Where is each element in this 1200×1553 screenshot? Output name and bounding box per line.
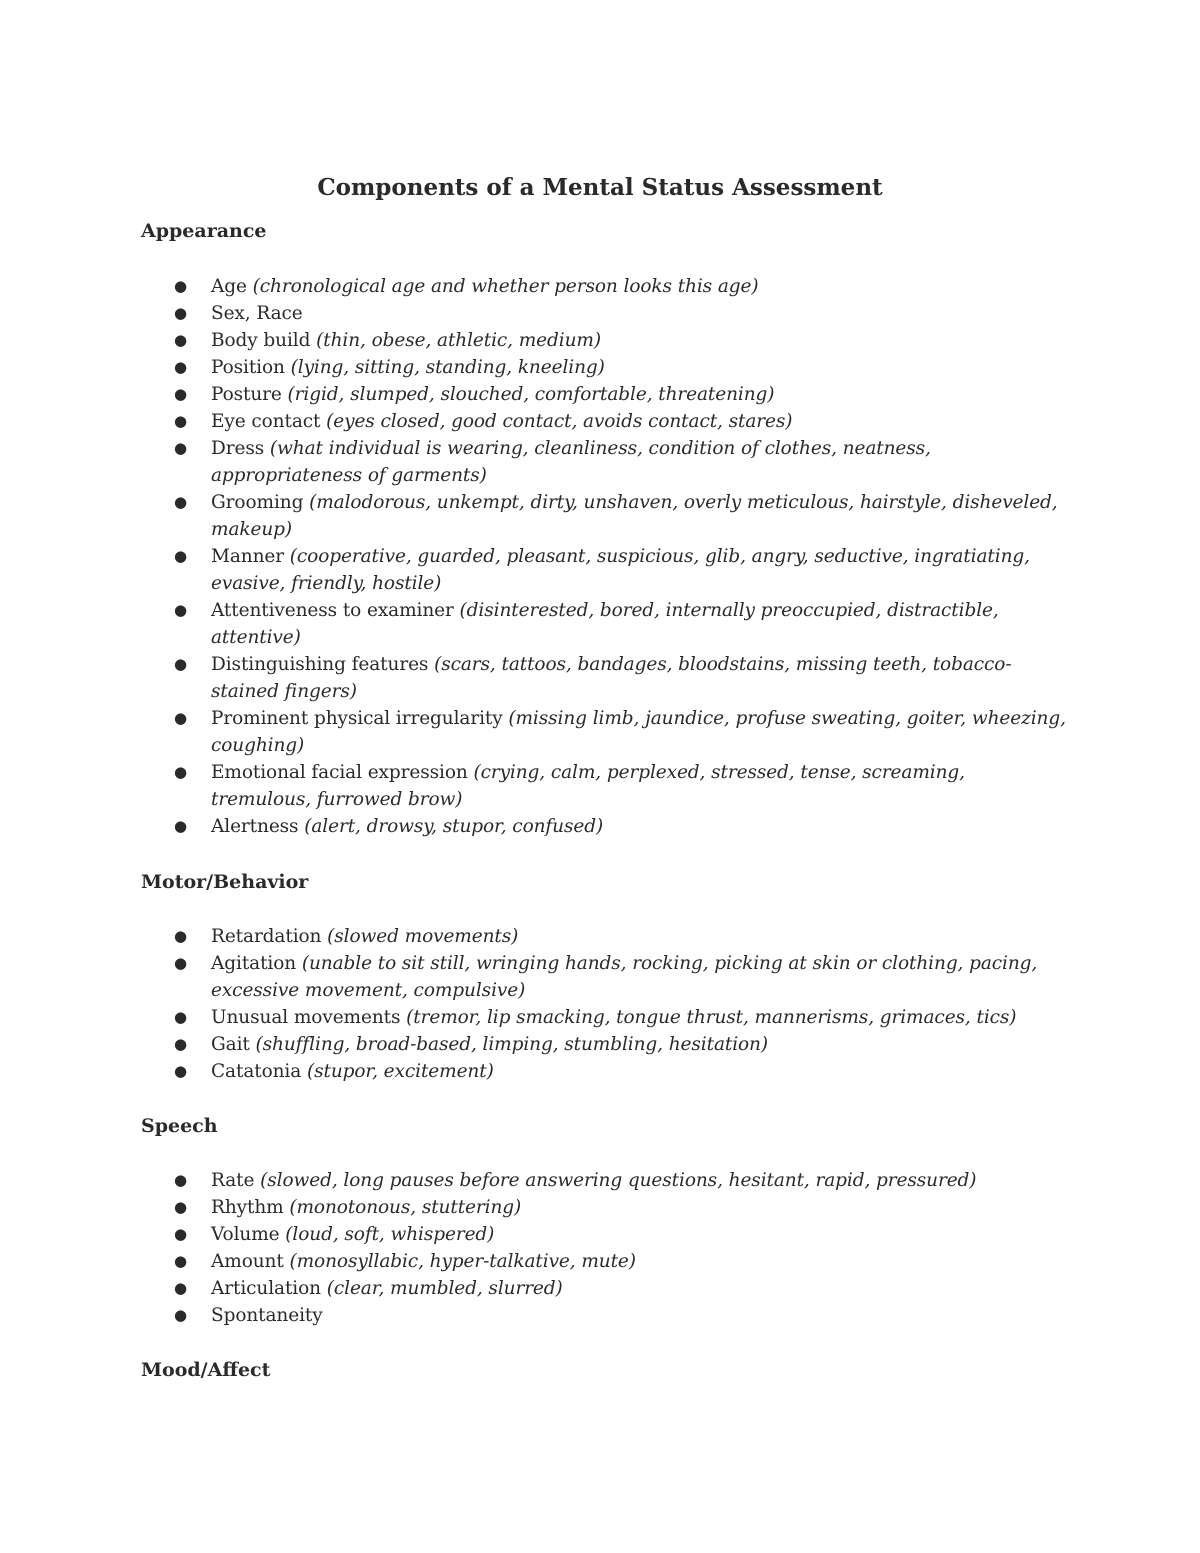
bullet-icon: ● bbox=[174, 358, 187, 376]
item-description: (cooperative, guarded, pleasant, suspicious, glib, angry, seductive, ingratiating, evasive, friendly, hostile) bbox=[211, 546, 1030, 594]
bullet-icon: ● bbox=[174, 439, 187, 457]
item-description: (rigid, slumped, slouched, comfortable, threatening) bbox=[281, 384, 775, 405]
item-term: Volume bbox=[211, 1224, 280, 1245]
bullet-icon: ● bbox=[174, 304, 187, 322]
list-item bbox=[0, 759, 1200, 813]
list-item bbox=[0, 705, 1200, 759]
item-description: (eyes closed, good contact, avoids contact, stares) bbox=[320, 411, 793, 432]
item-description: (lying, sitting, standing, kneeling) bbox=[284, 357, 605, 378]
item-description: (tremor, lip smacking, tongue thrust, mannerisms, grimaces, tics) bbox=[400, 1007, 1017, 1028]
list-item bbox=[0, 651, 1200, 705]
item-description: (scars, tattoos, bandages, bloodstains, missing teeth, tobacco-stained fingers) bbox=[211, 654, 1012, 702]
list-item bbox=[0, 1167, 1200, 1194]
item-term: Distinguishing features bbox=[211, 654, 429, 675]
item-description: (missing limb, jaundice, profuse sweating, goiter, wheezing, coughing) bbox=[211, 708, 1066, 756]
item-description: (thin, obese, athletic, medium) bbox=[310, 330, 601, 351]
list-item bbox=[0, 435, 1200, 489]
list-appearance bbox=[0, 273, 1200, 840]
section-heading-speech: Speech bbox=[141, 1115, 218, 1137]
bullet-icon: ● bbox=[174, 331, 187, 349]
bullet-icon: ● bbox=[174, 709, 187, 727]
item-term: Agitation bbox=[211, 953, 297, 974]
bullet-icon: ● bbox=[174, 277, 187, 295]
item-term: Attentiveness to examiner bbox=[211, 600, 454, 621]
section-heading-motor-behavior: Motor/Behavior bbox=[141, 871, 309, 893]
section-heading-appearance: Appearance bbox=[141, 220, 267, 242]
item-term: Amount bbox=[211, 1251, 284, 1272]
item-term: Articulation bbox=[211, 1278, 321, 1299]
list-item bbox=[0, 489, 1200, 543]
bullet-icon: ● bbox=[174, 412, 187, 430]
item-term: Age bbox=[211, 276, 247, 297]
list-item bbox=[0, 1194, 1200, 1221]
list-item bbox=[0, 923, 1200, 950]
item-term: Retardation bbox=[211, 926, 322, 947]
item-term: Catatonia bbox=[211, 1061, 302, 1082]
list-item bbox=[0, 300, 1200, 327]
list-item bbox=[0, 597, 1200, 651]
list-item bbox=[0, 354, 1200, 381]
item-term: Manner bbox=[211, 546, 284, 567]
item-term: Unusual movements bbox=[211, 1007, 401, 1028]
bullet-icon: ● bbox=[174, 1035, 187, 1053]
item-term: Posture bbox=[211, 384, 282, 405]
bullet-icon: ● bbox=[174, 1171, 187, 1189]
bullet-icon: ● bbox=[174, 493, 187, 511]
item-description: (chronological age and whether person looks this age) bbox=[246, 276, 759, 297]
item-description: (unable to sit still, wringing hands, rocking, picking at skin or clothing, pacing, excessive movement, compulsive) bbox=[211, 953, 1038, 1001]
item-description: (stupor, excitement) bbox=[301, 1061, 494, 1082]
item-term: Emotional facial expression bbox=[211, 762, 468, 783]
bullet-icon: ● bbox=[174, 927, 187, 945]
item-term: Eye contact bbox=[211, 411, 321, 432]
item-term: Grooming bbox=[211, 492, 304, 513]
item-term: Spontaneity bbox=[211, 1305, 323, 1326]
item-term: Position bbox=[211, 357, 285, 378]
bullet-icon: ● bbox=[174, 385, 187, 403]
list-item bbox=[0, 1221, 1200, 1248]
bullet-icon: ● bbox=[174, 1279, 187, 1297]
bullet-icon: ● bbox=[174, 1008, 187, 1026]
bullet-icon: ● bbox=[174, 601, 187, 619]
item-description: (slowed, long pauses before answering questions, hesitant, rapid, pressured) bbox=[254, 1170, 977, 1191]
section-heading-mood-affect: Mood/Affect bbox=[141, 1359, 271, 1381]
item-term: Rate bbox=[211, 1170, 255, 1191]
list-item bbox=[0, 327, 1200, 354]
list-speech bbox=[0, 1167, 1200, 1329]
list-item bbox=[0, 1058, 1200, 1085]
item-description: (what individual is wearing, cleanliness, condition of clothes, neatness, appropriateness of garments) bbox=[211, 438, 931, 486]
item-term: Dress bbox=[211, 438, 265, 459]
item-description: (monosyllabic, hyper-talkative, mute) bbox=[283, 1251, 636, 1272]
list-item bbox=[0, 950, 1200, 1004]
item-description: (slowed movements) bbox=[321, 926, 519, 947]
list-item bbox=[0, 1302, 1200, 1329]
bullet-icon: ● bbox=[174, 1198, 187, 1216]
item-description: (malodorous, unkempt, dirty, unshaven, overly meticulous, hairstyle, disheveled, makeup) bbox=[211, 492, 1058, 540]
bullet-icon: ● bbox=[174, 1062, 187, 1080]
bullet-icon: ● bbox=[174, 817, 187, 835]
bullet-icon: ● bbox=[174, 547, 187, 565]
item-description: (disinterested, bored, internally preoccupied, distractible, attentive) bbox=[211, 600, 999, 648]
item-description: (monotonous, stuttering) bbox=[283, 1197, 522, 1218]
item-term: Prominent physical irregularity bbox=[211, 708, 503, 729]
bullet-icon: ● bbox=[174, 1306, 187, 1324]
item-term: Alertness bbox=[211, 816, 299, 837]
bullet-icon: ● bbox=[174, 763, 187, 781]
list-item bbox=[0, 543, 1200, 597]
item-term: Body build bbox=[211, 330, 311, 351]
list-item bbox=[0, 1031, 1200, 1058]
list-item bbox=[0, 1248, 1200, 1275]
item-term: Gait bbox=[211, 1034, 250, 1055]
item-description: (crying, calm, perplexed, stressed, tense, screaming, tremulous, furrowed brow) bbox=[211, 762, 965, 810]
list-item bbox=[0, 1275, 1200, 1302]
list-item bbox=[0, 381, 1200, 408]
list-item bbox=[0, 408, 1200, 435]
item-description: (clear, mumbled, slurred) bbox=[320, 1278, 563, 1299]
item-term: Rhythm bbox=[211, 1197, 284, 1218]
item-description: (loud, soft, whispered) bbox=[279, 1224, 495, 1245]
list-item bbox=[0, 813, 1200, 840]
bullet-icon: ● bbox=[174, 954, 187, 972]
item-term: Sex, Race bbox=[211, 303, 303, 324]
list-motor-behavior bbox=[0, 923, 1200, 1085]
bullet-icon: ● bbox=[174, 655, 187, 673]
bullet-icon: ● bbox=[174, 1252, 187, 1270]
list-item bbox=[0, 1004, 1200, 1031]
page-title: Components of a Mental Status Assessment bbox=[317, 174, 883, 201]
item-description: (shuffling, broad-based, limping, stumbling, hesitation) bbox=[249, 1034, 768, 1055]
list-item bbox=[0, 273, 1200, 300]
item-description: (alert, drowsy, stupor, confused) bbox=[298, 816, 604, 837]
bullet-icon: ● bbox=[174, 1225, 187, 1243]
